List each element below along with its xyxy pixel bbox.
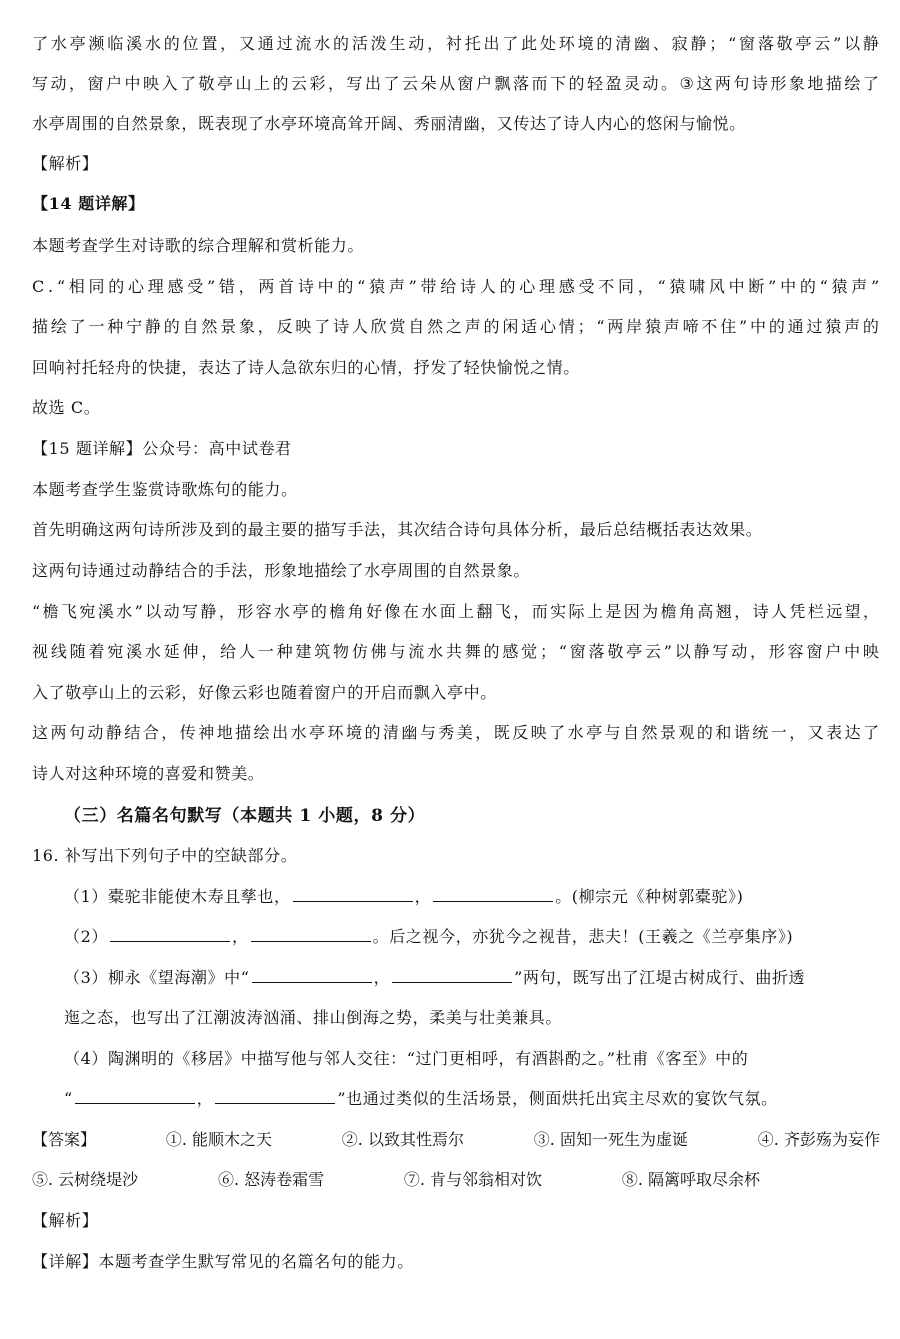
q16-item-4-cont — [64, 1079, 880, 1119]
answer-item: ⑥. 怒涛卷霜雪 — [217, 1170, 325, 1189]
item-text: 。后之视今，亦犹今之视昔，悲夫！(王羲之《兰亭集序》) — [372, 927, 794, 946]
text-line: 这 两 句 动 静 结 合 ， 传 神 地 描 绘 出 水 亭 环 境 的 清 幽 与 秀 美 ， 既 反 映 了 水 亭 与 自 然 景 观 的 和 谐 统 一 ， 又 表 达 了 — [32, 723, 880, 742]
answer-row-2 — [32, 1160, 760, 1200]
answer-blank[interactable] — [392, 968, 512, 983]
analysis-label: 【解析】 — [32, 1211, 99, 1230]
answer-item: ⑧. 隔篱呼取尽余杯 — [621, 1170, 760, 1189]
q15-detail-label: 【15 题详解】公众号：高中试卷君 — [32, 439, 292, 458]
answer-blank[interactable] — [433, 887, 553, 902]
section-heading: （三）名篇名句默写（本题共 1 小题，8 分） — [64, 806, 426, 826]
item-text: ， — [414, 887, 432, 906]
q16-stem: 16. 补写出下列句子中的空缺部分。 — [32, 846, 298, 865]
item-text: ， — [231, 927, 249, 946]
text-line: 了 水 亭 濒 临 溪 水 的 位 置 ， 又 通 过 流 水 的 活 泼 生 动 ， 衬 托 出 了 此 处 环 境 的 清 幽 、 寂 静 ； “ 窗 落 敬 亭 云 ” 以 静 — [32, 34, 880, 53]
answer-item: ③. 固知一死生为虚诞 — [533, 1130, 688, 1149]
answer-label: 【答案】 — [32, 1130, 97, 1149]
q16-item-1 — [64, 877, 880, 917]
item-text: （3）柳永《望海潮》中“ — [64, 968, 250, 987]
text-line: 本题考查学生对诗歌的综合理解和赏析能力。 — [32, 236, 365, 255]
text-line: 本题考查学生鉴赏诗歌炼句的能力。 — [32, 480, 298, 499]
q14-detail-label: 【14 题详解】 — [32, 194, 145, 213]
answer-blank[interactable] — [215, 1089, 335, 1104]
answer-blank[interactable] — [251, 927, 371, 942]
text-line: 故选 C。 — [32, 398, 101, 417]
detail-line: 【详解】本题考查学生默写常见的名篇名句的能力。 — [32, 1252, 414, 1271]
text-line: “ 檐 飞 宛 溪 水 ” 以 动 写 静 ， 形 容 水 亭 的 檐 角 好 像 在 水 面 上 翻 飞 ， 而 实 际 上 是 因 为 檐 角 高 翘 ， 诗 人 凭 栏 远 望 ， — [32, 602, 880, 621]
item-text: “ — [64, 1089, 73, 1108]
item-text: ， — [373, 968, 391, 987]
item-text: ， — [196, 1089, 214, 1108]
text-line: 视 线 随 着 宛 溪 水 延 伸 ， 给 人 一 种 建 筑 物 仿 佛 与 流 水 共 舞 的 感 觉 ； “ 窗 落 敬 亭 云 ” 以 静 写 动 ， 形 容 窗 户 中 映 — [32, 642, 880, 661]
q16-item-3-cont: 迤之态，也写出了江潮波涛汹涌、排山倒海之势，柔美与壮美兼具。 — [64, 1008, 563, 1027]
text-line: 这两句诗通过动静结合的手法，形象地描绘了水亭周围的自然景象。 — [32, 561, 531, 580]
answer-item: ⑦. 肯与邻翁相对饮 — [403, 1170, 543, 1189]
item-text: ”两句，既写出了江堤古树成行、曲折透 — [514, 968, 806, 987]
text-line: 回响衬托轻舟的快捷，表达了诗人急欲东归的心情，抒发了轻快愉悦之情。 — [32, 358, 580, 377]
text-line: 描 绘 了 一 种 宁 静 的 自 然 景 象 ， 反 映 了 诗 人 欣 赏 自 然 之 声 的 闲 适 心 情 ； “ 两 岸 猿 声 啼 不 住 ” 中 的 通 过 猿 声 的 — [32, 317, 880, 336]
answer-blank[interactable] — [75, 1089, 195, 1104]
text-line: 首先明确这两句诗所涉及到的最主要的描写手法，其次结合诗句具体分析，最后总结概括表达效果。 — [32, 520, 763, 539]
answer-item: ②. 以致其性焉尔 — [341, 1130, 464, 1149]
text-line: 诗人对这种环境的喜爱和赞美。 — [32, 764, 265, 783]
answer-blank[interactable] — [110, 927, 230, 942]
q16-item-4: （4）陶渊明的《移居》中描写他与邻人交往：“过门更相呼，有酒斟酌之。”杜甫《客至》中的 — [64, 1049, 749, 1068]
answer-item: ⑤. 云树绕堤沙 — [32, 1170, 139, 1189]
answer-item: ④. 齐彭殇为妄作 — [757, 1130, 880, 1149]
analysis-label: 【解析】 — [32, 154, 99, 173]
answer-row-1 — [32, 1120, 880, 1160]
answer-item: ①. 能顺木之天 — [165, 1130, 272, 1149]
text-line: C . “ 相 同 的 心 理 感 受 ” 错 ， 两 首 诗 中 的 “ 猿 声 ” 带 给 诗 人 的 心 理 感 受 不 同 ， “ 猿 啸 风 中 断 ” 中 的 “ 猿 声 ” — [32, 277, 880, 296]
item-text: （2） — [64, 927, 108, 946]
q16-item-2 — [64, 917, 880, 957]
text-line: 水亭周围的自然景象，既表现了水亭环境高耸开阔、秀丽清幽，又传达了诗人内心的悠闲与愉悦。 — [32, 114, 746, 133]
item-text: ”也通过类似的生活场景，侧面烘托出宾主尽欢的宴饮气氛。 — [337, 1089, 778, 1108]
q16-item-3 — [64, 958, 880, 998]
answer-blank[interactable] — [293, 887, 413, 902]
answer-blank[interactable] — [252, 968, 372, 983]
text-line: 入了敬亭山上的云彩，好像云彩也随着窗户的开启而飘入亭中。 — [32, 683, 497, 702]
text-line: 写 动 ， 窗 户 中 映 入 了 敬 亭 山 上 的 云 彩 ， 写 出 了 云 朵 从 窗 户 飘 落 而 下 的 轻 盈 灵 动 。 ③ 这 两 句 诗 形 象 地 描 绘 了 — [32, 74, 880, 93]
item-text: （1）橐驼非能使木寿且孳也， — [64, 887, 291, 906]
item-text: 。(柳宗元《种树郭橐驼》) — [555, 887, 744, 906]
